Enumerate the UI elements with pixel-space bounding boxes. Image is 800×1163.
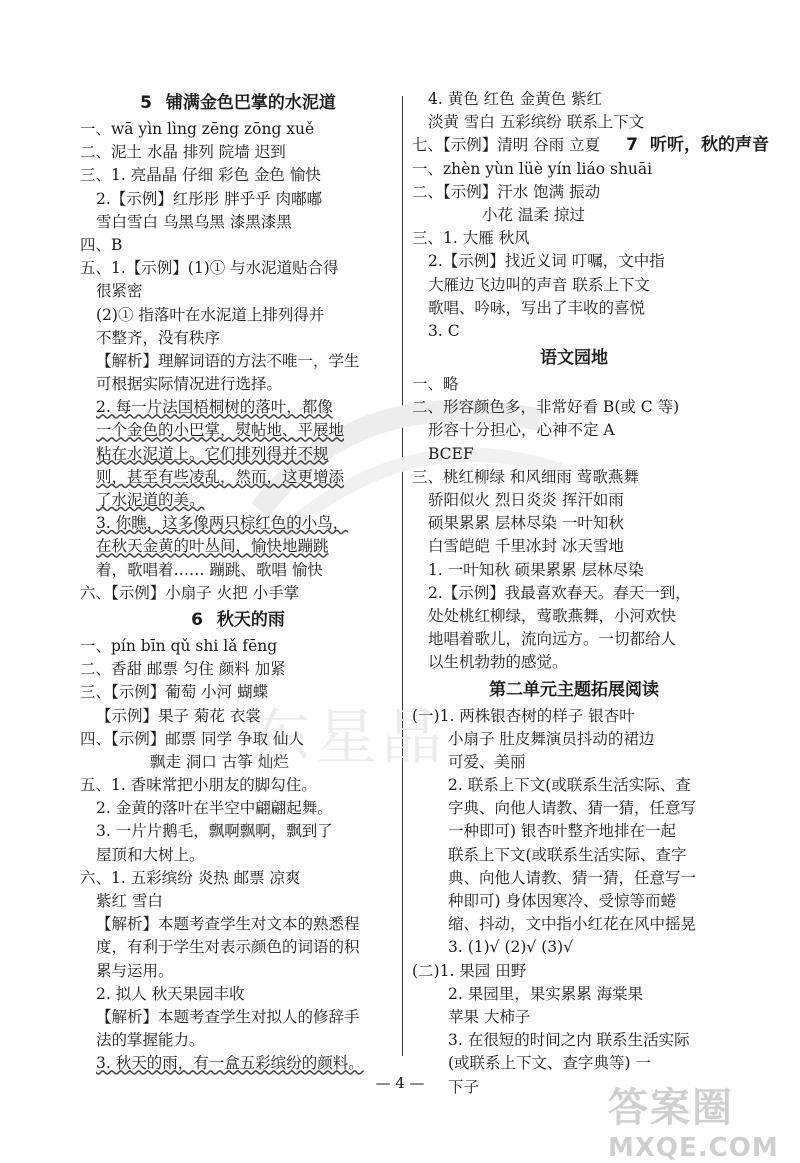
answer-text: (2)① 指落叶在水泥道上排列得并 <box>96 305 325 324</box>
answer-line <box>80 280 396 303</box>
answer-text: 处处桃红柳绿，莺歌燕舞，小河欢快 <box>428 606 677 625</box>
answer-text: 飘走 洞口 古筝 灿烂 <box>150 752 289 771</box>
answer-text: 淡黄 雪白 五彩缤纷 联系上下文 <box>428 113 645 132</box>
answer-line <box>412 274 736 297</box>
answer-line <box>80 705 396 728</box>
answer-line <box>412 297 736 320</box>
answer-text: 五、1. 香味常把小朋友的脚勾住。 <box>80 776 317 795</box>
answer-line <box>80 774 396 797</box>
section-heading <box>80 88 396 118</box>
answer-text: 以生机勃勃的感觉。 <box>428 653 568 672</box>
answer-line <box>412 1006 736 1029</box>
answer-line <box>80 327 396 350</box>
answer-text: 3. (1)√ (2)√ (3)√ <box>448 938 574 957</box>
answer-line <box>412 419 736 442</box>
answer-text: 屋顶和大树上。 <box>96 845 205 864</box>
answer-line <box>412 158 736 181</box>
answer-line <box>412 867 736 890</box>
answer-text: 二、泥土 水晶 排列 院墙 迟到 <box>80 143 286 162</box>
answer-line <box>412 890 736 913</box>
answer-line <box>412 181 736 204</box>
section-heading-inline <box>626 135 769 155</box>
answer-line <box>80 728 396 751</box>
answer-line <box>412 774 736 797</box>
answer-line <box>412 1029 736 1052</box>
answer-text: 种即可) 身体因寒冷、受惊等而蜷 <box>448 892 676 910</box>
answer-line <box>412 628 736 651</box>
answer-line <box>80 559 396 582</box>
answer-text: (一)1. 两株银杏树的样子 银杏叶 <box>412 706 635 725</box>
answer-line <box>412 204 736 227</box>
section-number: 7 <box>626 135 638 156</box>
answer-text: BCEF <box>428 444 474 463</box>
answer-text: 五、1.【示例】(1)① 与水泥道贴合得 <box>80 259 339 278</box>
watermark-brand-en: MXQE.COM <box>608 1133 779 1163</box>
answer-line <box>80 983 396 1006</box>
answer-text: 小花 温柔 掠过 <box>482 205 585 224</box>
answer-text: 三、桃红柳绿 和风细雨 莺歌燕舞 <box>412 467 639 486</box>
answer-text: 度，有利于学生对表示颜色的词语的积 <box>96 938 360 957</box>
answer-text: 骄阳似火 烈日炎炎 挥汗如雨 <box>428 491 624 509</box>
answer-line <box>80 350 396 373</box>
answer-line <box>80 373 396 396</box>
answer-text: 六、1. 五彩缤纷 炎热 邮票 凉爽 <box>80 868 301 887</box>
section-title: 铺满金色巴掌的水泥道 <box>165 93 336 113</box>
answer-text: 地唱着歌儿，流向远方。一切都给人 <box>428 630 677 649</box>
answer-line <box>412 373 736 396</box>
answer-line <box>412 582 736 605</box>
answer-text: 2. 每一片法国梧桐树的落叶，都像 <box>96 398 333 417</box>
answer-text: 不整齐，没有秩序 <box>96 328 221 347</box>
answer-text: 歌唱、吟咏，写出了丰收的喜悦 <box>428 298 646 317</box>
answer-text: 【解析】理解词语的方法不唯一，学生 <box>96 351 360 370</box>
answer-text: 2. 拟人 秋天果园丰收 <box>96 984 245 1003</box>
answer-text: 【解析】本题考查学生对拟人的修辞手 <box>96 1007 360 1026</box>
answer-text: 法的掌握能力。 <box>96 1031 205 1050</box>
answer-line <box>80 867 396 890</box>
answer-line <box>80 913 396 936</box>
answer-line <box>80 1029 396 1052</box>
answer-line <box>80 188 396 211</box>
column-divider <box>402 96 403 1056</box>
answer-line <box>412 396 736 419</box>
section-heading <box>412 343 736 373</box>
section-title: 秋天的雨 <box>216 609 285 630</box>
answer-text: (二)1. 果园 田野 <box>412 961 527 980</box>
answer-line <box>80 257 396 280</box>
answer-text: 三、【示例】葡萄 小河 蝴蝶 <box>80 683 269 702</box>
answer-line <box>80 118 396 141</box>
answer-text: 3. 一片片鹅毛，飘啊飘啊，飘到了 <box>96 822 333 841</box>
answer-text: 2.【示例】找近义词 叮嘱，文中指 <box>428 252 665 271</box>
answer-text: 累与运用。 <box>96 961 174 980</box>
answer-line <box>80 466 396 489</box>
answer-text: 一、略 <box>412 375 459 394</box>
answer-text: 四、B <box>80 235 123 254</box>
answer-text: 白雪皑皑 千里冰封 冰天雪地 <box>428 537 624 556</box>
answer-line <box>80 234 396 257</box>
answer-line <box>80 304 396 327</box>
answer-line <box>80 582 396 605</box>
answer-text: 二、【示例】汗水 饱满 振动 <box>412 182 601 201</box>
answer-line <box>412 250 736 273</box>
answer-line <box>80 512 396 535</box>
answer-text: 1. 一叶知秋 硕果累累 层林尽染 <box>428 560 644 579</box>
answer-line <box>80 751 396 774</box>
answer-text: 一个金色的小巴掌，熨帖地、平展地 <box>96 421 345 440</box>
answer-text: 七、【示例】清明 谷雨 立夏 <box>412 136 601 155</box>
answer-line <box>412 820 736 843</box>
answer-text: 形容十分担心，心神不定 A <box>428 421 615 440</box>
answer-line <box>412 797 736 820</box>
answer-text: 二、形容颜色多，非常好看 B(或 C 等) <box>412 398 680 417</box>
answer-text: 粘在水泥道上。它们排列得并不规 <box>96 444 329 463</box>
answer-text: 小扇子 肚皮舞演员抖动的裙边 <box>448 729 655 748</box>
answer-text: 3. 秋天的雨，有一盒五彩缤纷的颜料。 <box>96 1054 364 1073</box>
answer-line <box>80 1006 396 1029</box>
answer-line <box>80 1052 396 1075</box>
answer-text: 可根据实际情况进行选择。 <box>96 375 283 394</box>
answer-line <box>412 751 736 774</box>
answer-text: 【示例】果子 菊花 衣裳 <box>96 706 261 725</box>
answer-text: 典、向他人请教、猜一猜，任意写一 <box>448 868 697 887</box>
answer-line <box>80 419 396 442</box>
answer-line <box>80 681 396 704</box>
answer-line <box>80 164 396 187</box>
section-title: 听听，秋的声音 <box>649 135 769 156</box>
answer-line <box>80 936 396 959</box>
section-heading <box>80 605 396 635</box>
answer-text: 2. 金黄的落叶在半空中翩翩起舞。 <box>96 799 333 818</box>
answer-line <box>412 728 736 751</box>
section-title: 语文园地 <box>540 348 608 369</box>
answer-text: 六、【示例】小扇子 火把 小手掌 <box>80 583 300 602</box>
answer-line <box>412 111 736 134</box>
answer-line <box>412 559 736 582</box>
answer-text: 2. 果园里，果实累累 海棠果 <box>448 984 644 1003</box>
answer-text: 联系上下文(或联系生活实际、查字 <box>448 845 687 864</box>
answer-text: 则，甚至有些凌乱，然而，这更增添 <box>96 467 345 486</box>
answer-text: 三、1. 大雁 秋风 <box>412 229 530 248</box>
answer-text: 可爱、美丽 <box>448 752 526 771</box>
answer-line <box>412 489 736 512</box>
answer-text: 缩、抖动，文中指小红花在风中摇晃 <box>448 915 697 934</box>
answer-line <box>412 983 736 1006</box>
answer-line <box>412 443 736 466</box>
answer-text: 大雁边飞边叫的声音 联系上下文 <box>428 275 650 294</box>
answer-line <box>412 134 769 157</box>
section-number: 6 <box>191 609 203 630</box>
answer-text: 2.【示例】红彤彤 胖乎乎 肉嘟嘟 <box>96 189 323 208</box>
answer-text: 一、wā yìn lìng zēng zōng xuě <box>80 120 315 138</box>
answer-text: 3. C <box>428 321 460 340</box>
answer-text: 四、【示例】邮票 同学 争取 仙人 <box>80 729 305 748</box>
answer-line <box>412 936 736 959</box>
answer-line <box>80 211 396 234</box>
section-heading <box>412 675 736 705</box>
answer-line <box>412 227 736 250</box>
answer-line <box>412 1052 736 1075</box>
answer-text: 三、1. 亮晶晶 仔细 彩色 金色 愉快 <box>80 166 321 185</box>
section-title: 第二单元主题拓展阅读 <box>489 679 659 700</box>
answer-line <box>412 651 736 674</box>
answer-text: 下子 <box>448 1077 480 1096</box>
page-number: — 4 — <box>375 1074 425 1092</box>
answer-line <box>412 320 736 343</box>
answer-line <box>412 913 736 936</box>
answer-text: 硕果累累 层林尽染 一叶知秋 <box>428 514 624 533</box>
answer-line <box>80 820 396 843</box>
answer-line <box>412 844 736 867</box>
answer-text: (或联系上下文、查字典等) 一 <box>448 1054 652 1073</box>
answer-text: 3. 在很短的时间之内 联系生活实际 <box>448 1031 690 1050</box>
answer-line <box>80 141 396 164</box>
answer-text: 3. 你瞧，这多像两只棕红色的小鸟， <box>96 514 349 533</box>
answer-text: 苹果 大柿子 <box>448 1007 531 1026</box>
answer-line <box>412 512 736 535</box>
answer-text: 着，歌唱着…… 蹦跳、歌唱 愉快 <box>96 560 323 579</box>
answer-text: 字典、向他人请教、猜一猜，任意写 <box>448 799 697 818</box>
answer-line <box>412 535 736 558</box>
watermark-center-text: 东星晶 <box>250 703 448 773</box>
answer-line <box>80 844 396 867</box>
answer-text: 4. 黄色 红色 金黄色 紫红 <box>428 90 602 108</box>
answer-line <box>412 466 736 489</box>
answer-line <box>412 88 736 111</box>
answer-line <box>80 535 396 558</box>
answer-text: 2. 联系上下文(或联系生活实际、查 <box>448 776 691 795</box>
answer-text: 紫红 雪白 <box>96 892 163 910</box>
right-column <box>412 88 769 1099</box>
answer-text: 二、香甜 邮票 匀住 颜料 加紧 <box>80 660 286 679</box>
answer-text: 在秋天金黄的叶丛间，愉快地蹦跳 <box>96 537 329 556</box>
answer-line <box>80 960 396 983</box>
left-column <box>80 88 396 1076</box>
answer-text: 【解析】本题考查学生对文本的熟悉程 <box>96 915 360 934</box>
answer-line <box>80 635 396 658</box>
answer-text: 一种即可) 银杏叶整齐地排在一起 <box>448 822 676 841</box>
answer-text: 一、pín bīn qǔ shi lǎ fēng <box>80 636 278 655</box>
answer-line <box>80 658 396 681</box>
answer-text: 一、zhèn yùn lüè yín liáo shuāi <box>412 159 653 178</box>
answer-line <box>412 705 736 728</box>
answer-text: 雪白雪白 乌黑乌黑 漆黑漆黑 <box>96 212 292 231</box>
answer-line <box>80 396 396 419</box>
answer-text: 2.【示例】我最喜欢春天。春天一到， <box>428 583 691 602</box>
watermark-brand-cn: 答案圈 <box>608 1085 734 1131</box>
answer-line <box>80 797 396 820</box>
answer-text: 很紧密 <box>96 282 143 301</box>
answer-line <box>80 489 396 512</box>
answer-line <box>412 605 736 628</box>
answer-text: 了水泥道的美。 <box>96 491 205 509</box>
answer-line <box>412 960 736 983</box>
answer-line <box>80 890 396 913</box>
section-number: 5 <box>140 93 152 113</box>
answer-line <box>80 443 396 466</box>
